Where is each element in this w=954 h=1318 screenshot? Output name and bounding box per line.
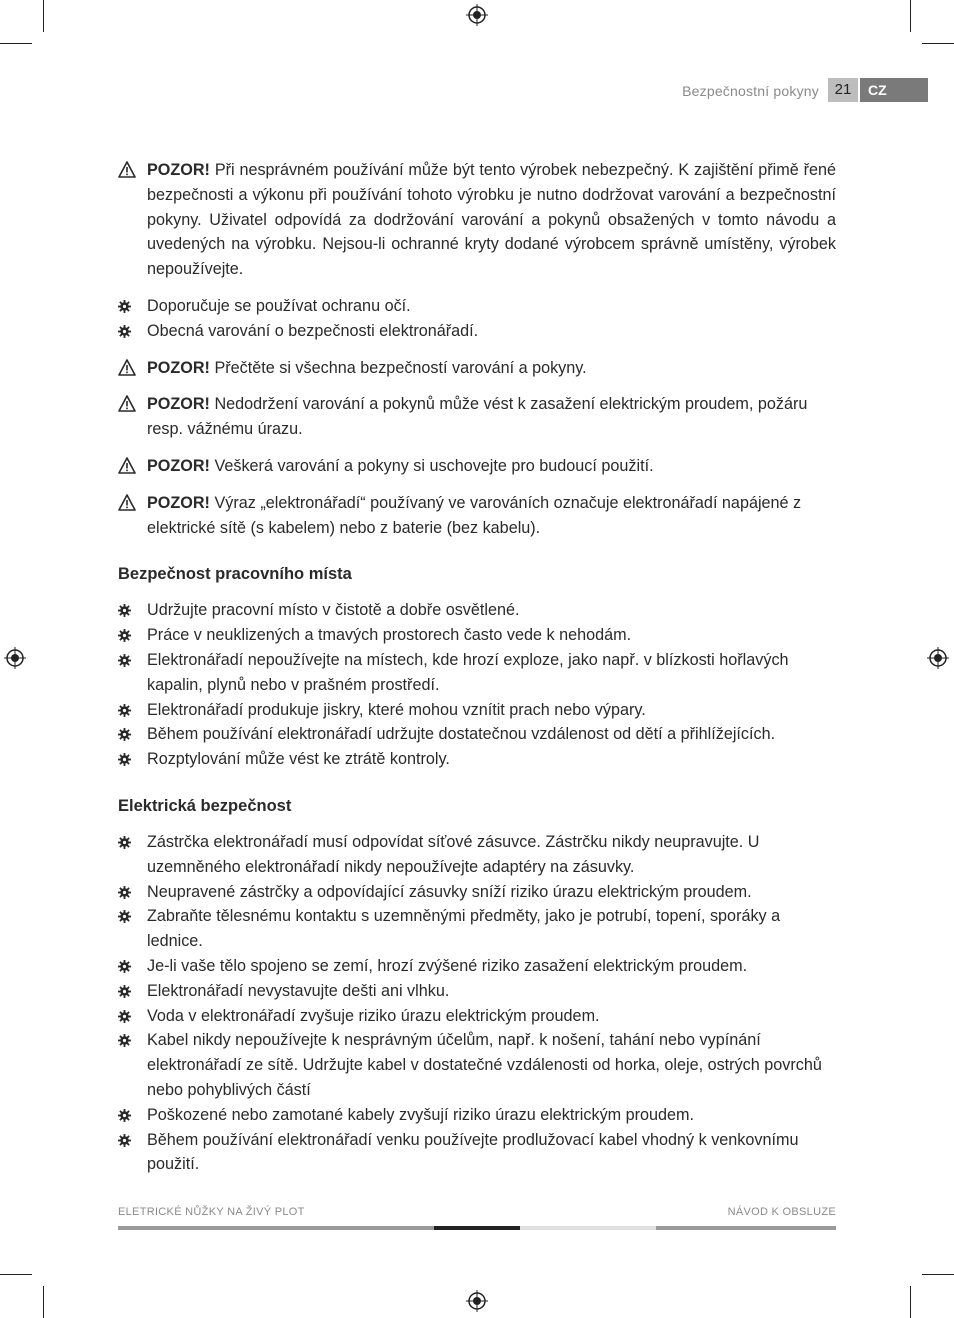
list-item: Během používání elektronářadí venku používejte prodlužovací kabel vhodný k venkovnímu použití. <box>118 1128 836 1178</box>
header-section-title: Bezpečnostní pokyny <box>682 83 819 99</box>
gear-bullet-icon <box>118 886 131 899</box>
gear-bullet-icon <box>118 604 131 617</box>
bullet-list <box>118 598 836 772</box>
warning-label: POZOR! <box>147 456 210 475</box>
registration-mark-icon <box>4 647 26 669</box>
gear-bullet-icon <box>118 1109 131 1122</box>
crop-mark <box>0 1274 32 1275</box>
warning-triangle-icon <box>118 161 136 178</box>
gear-bullet-icon <box>118 1034 131 1047</box>
warning-block <box>118 491 836 541</box>
gear-bullet-icon <box>118 1134 131 1147</box>
page-number: 21 <box>828 78 858 102</box>
page-content <box>118 158 836 1189</box>
gear-bullet-icon <box>118 1010 131 1023</box>
list-item: Během používání elektronářadí udržujte dostatečnou vzdálenost od dětí a přihlížejících. <box>118 722 836 747</box>
gear-bullet-icon <box>118 728 131 741</box>
list-item: Elektronářadí nepoužívejte na místech, kde hrozí exploze, jako např. v blízkosti hořlavých kapalin, plynů nebo v prašném prostředí. <box>118 648 836 698</box>
list-item: Zabraňte tělesnému kontaktu s uzemněnými předměty, jako je potrubí, topení, sporáky a lednice. <box>118 904 836 954</box>
warning-triangle-icon <box>118 359 136 376</box>
gear-bullet-icon <box>118 300 131 313</box>
section-heading-workplace: Bezpečnost pracovního místa <box>118 565 352 584</box>
warning-triangle-icon <box>118 494 136 511</box>
page-footer <box>118 1206 836 1218</box>
warning-text: Při nesprávném používání může být tento výrobek nebezpečný. K zajištění přimě řené bezpečnosti a výkonu při používání tohoto výrobku je nutno dodržovat varování a bezpečnostní pokyny. Uživatel odpovídá za dodržování varování a pokynů obsažených v tomto návodu a uvedených na výrobku. Nejsou-li ochranné kryty dodané výrobcem správně umístěny, výrobek nepoužívejte. <box>147 161 836 279</box>
list-item: Rozptylování může vést ke ztrátě kontroly. <box>118 747 836 772</box>
registration-mark-icon <box>927 647 949 669</box>
crop-mark <box>910 1286 911 1318</box>
list-item: Udržujte pracovní místo v čistotě a dobře osvětlené. <box>118 598 836 623</box>
registration-mark-icon <box>466 1290 488 1312</box>
gear-bullet-icon <box>118 325 131 338</box>
warning-label: POZOR! <box>147 358 210 377</box>
footer-bar <box>520 1226 656 1230</box>
gear-bullet-icon <box>118 960 131 973</box>
footer-bar <box>656 1226 836 1230</box>
footer-product-title: ELETRICKÉ NŮŽKY NA ŽIVÝ PLOT <box>118 1206 305 1218</box>
list-item: Elektronářadí produkuje jiskry, které mohou vznítit prach nebo výpary. <box>118 698 836 723</box>
warning-block <box>118 392 836 442</box>
list-item: Elektronářadí nevystavujte dešti ani vlhku. <box>118 979 836 1004</box>
language-badge: CZ <box>860 78 928 102</box>
list-item: Obecná varování o bezpečnosti elektronářadí. <box>118 319 836 344</box>
gear-bullet-icon <box>118 704 131 717</box>
warning-label: POZOR! <box>147 493 210 512</box>
list-item: Zástrčka elektronářadí musí odpovídat síťové zásuvce. Zástrčku nikdy neupravujte. U uzemněného elektronářadí nikdy nepoužívejte adaptéry na zásuvky. <box>118 830 836 880</box>
crop-mark <box>0 43 32 44</box>
crop-mark <box>922 43 954 44</box>
footer-manual-label: NÁVOD K OBSLUZE <box>727 1206 836 1218</box>
footer-bar <box>434 1226 520 1230</box>
warning-block <box>118 158 836 282</box>
list-item: Kabel nikdy nepoužívejte k nesprávným účelům, např. k nošení, tahání nebo vypínání elektronářadí ze sítě. Udržujte kabel v dostatečné vzdálenosti od horka, oleje, ostrých povrchů nebo pohyblivých částí <box>118 1028 836 1102</box>
list-item: Voda v elektronářadí zvyšuje riziko úrazu elektrickým proudem. <box>118 1004 836 1029</box>
gear-bullet-icon <box>118 985 131 998</box>
gear-bullet-icon <box>118 836 131 849</box>
warning-text: Přečtěte si všechna bezpečností varování a pokyny. <box>214 358 587 377</box>
bullet-list <box>118 294 836 344</box>
warning-text: Výraz „elektronářadí“ používaný ve varováních označuje elektronářadí napájené z elektrické sítě (s kabelem) nebo z baterie (bez kabelu). <box>147 493 802 537</box>
gear-bullet-icon <box>118 753 131 766</box>
warning-label: POZOR! <box>147 395 210 414</box>
warning-text: Nedodržení varování a pokynů může vést k zasažení elektrickým proudem, požáru resp. vážnému úrazu. <box>147 395 808 439</box>
crop-mark <box>910 0 911 32</box>
warning-triangle-icon <box>118 395 136 412</box>
bullet-list <box>118 830 836 1177</box>
gear-bullet-icon <box>118 654 131 667</box>
warning-triangle-icon <box>118 457 136 474</box>
crop-mark <box>43 0 44 32</box>
list-item: Doporučuje se používat ochranu očí. <box>118 294 836 319</box>
list-item: Práce v neuklizených a tmavých prostorech často vede k nehodám. <box>118 623 836 648</box>
list-item: Je-li vaše tělo spojeno se zemí, hrozí zvýšené riziko zasažení elektrickým proudem. <box>118 954 836 979</box>
crop-mark <box>922 1274 954 1275</box>
crop-mark <box>43 1286 44 1318</box>
footer-bar <box>118 1226 434 1230</box>
warning-block <box>118 454 836 479</box>
registration-mark-icon <box>466 4 488 26</box>
warning-label: POZOR! <box>147 161 210 179</box>
list-item: Poškozené nebo zamotané kabely zvyšují riziko úrazu elektrickým proudem. <box>118 1103 836 1128</box>
warning-block <box>118 356 836 381</box>
gear-bullet-icon <box>118 629 131 642</box>
list-item: Neupravené zástrčky a odpovídající zásuvky sníží riziko úrazu elektrickým proudem. <box>118 880 836 905</box>
warning-text: Veškerá varování a pokyny si uschovejte pro budoucí použití. <box>214 456 654 475</box>
gear-bullet-icon <box>118 910 131 923</box>
section-heading-electrical: Elektrická bezpečnost <box>118 796 292 815</box>
